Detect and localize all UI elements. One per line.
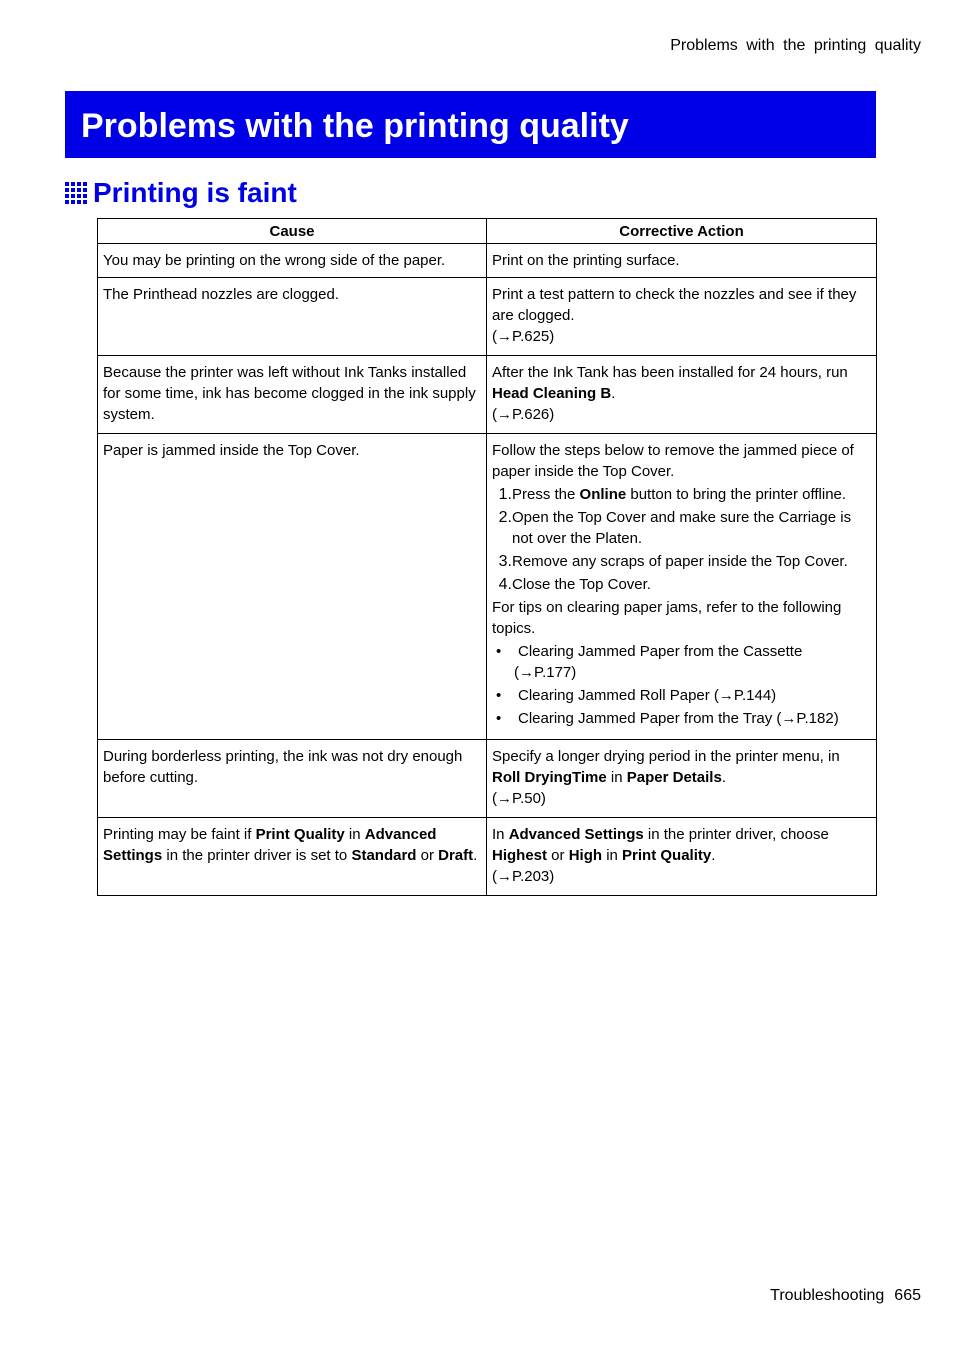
grid-icon bbox=[65, 182, 87, 204]
text-run: button to bring the printer offline. bbox=[626, 486, 847, 503]
cause-text: Paper is jammed inside the Top Cover. bbox=[103, 442, 360, 459]
cause-text: You may be printing on the wrong side of the paper. bbox=[103, 252, 446, 269]
table-row bbox=[98, 278, 877, 356]
action-cell bbox=[487, 434, 877, 740]
action-intro: Follow the steps below to remove the jammed piece of paper inside the Top Cover. bbox=[492, 442, 854, 480]
setting-name: Advanced Settings bbox=[103, 826, 437, 864]
action-cell bbox=[487, 818, 877, 896]
setting-value: Standard bbox=[351, 847, 417, 864]
cause-text: The Printhead nozzles are clogged. bbox=[103, 286, 339, 303]
list-item: 4. Close the Top Cover. bbox=[498, 576, 651, 593]
action-text bbox=[492, 824, 871, 866]
list-item: 1. Press the Online button to bring the printer offline. bbox=[498, 486, 847, 503]
menu-item-name: Roll DryingTime bbox=[492, 769, 607, 786]
table-row bbox=[98, 818, 877, 896]
page-reference: (→P.177) bbox=[514, 664, 577, 681]
section-title: Printing is faint bbox=[93, 177, 297, 208]
section-heading bbox=[65, 176, 297, 210]
setting-value: Highest bbox=[492, 847, 548, 864]
action-text bbox=[492, 746, 871, 788]
action-text bbox=[492, 362, 871, 404]
page-reference: (→P.625) bbox=[492, 328, 555, 345]
text-run: in bbox=[602, 847, 623, 864]
cause-cell bbox=[98, 244, 487, 278]
text-run: . bbox=[473, 847, 478, 864]
page-footer bbox=[770, 1287, 921, 1305]
text-run: Printing may be faint if bbox=[103, 826, 256, 843]
table-row bbox=[98, 356, 877, 434]
list-item: 3. Remove any scraps of paper inside the Top Cover. bbox=[498, 553, 848, 570]
menu-item-name: Paper Details bbox=[626, 769, 722, 786]
menu-item-name: Head Cleaning B bbox=[492, 385, 612, 402]
chapter-banner bbox=[65, 91, 876, 158]
cause-cell bbox=[98, 356, 487, 434]
cause-cell bbox=[98, 278, 487, 356]
page-reference: (→P.626) bbox=[492, 406, 555, 423]
topic-link: Clearing Jammed Roll Paper (→P.144) bbox=[518, 687, 777, 704]
setting-name: Print Quality bbox=[622, 847, 712, 864]
column-header-cause: Cause bbox=[98, 219, 487, 244]
cause-cell bbox=[98, 434, 487, 740]
text-run: Press the bbox=[512, 486, 580, 503]
table-row bbox=[98, 740, 877, 818]
list-item: • Clearing Jammed Paper from the Tray (→P.182) bbox=[492, 708, 871, 729]
action-text: Print on the printing surface. bbox=[492, 252, 680, 269]
setting-value: Draft bbox=[438, 847, 474, 864]
setting-value: High bbox=[568, 847, 603, 864]
text-run: or bbox=[416, 847, 439, 864]
cause-text: During borderless printing, the ink was not dry enough before cutting. bbox=[103, 748, 463, 786]
topic-list bbox=[492, 641, 871, 729]
page-reference: (→P.203) bbox=[492, 868, 555, 885]
chapter-title: Problems with the printing quality bbox=[81, 107, 629, 145]
text-run: in the printer driver is set to bbox=[162, 847, 352, 864]
topic-link: Clearing Jammed Paper from the Cassette bbox=[518, 643, 803, 660]
troubleshooting-table bbox=[97, 218, 877, 896]
column-header-action: Corrective Action bbox=[487, 219, 877, 244]
page-number: 665 bbox=[894, 1287, 921, 1304]
text-run: Specify a longer drying period in the printer menu, in bbox=[492, 748, 840, 765]
text-run: . bbox=[611, 385, 616, 402]
cause-cell bbox=[98, 740, 487, 818]
list-item: • Clearing Jammed Paper from the Cassette (→P.177) bbox=[492, 641, 871, 683]
action-cell bbox=[487, 740, 877, 818]
text-run: . bbox=[721, 769, 726, 786]
list-item: 2. Open the Top Cover and make sure the Carriage is not over the Platen. bbox=[498, 509, 852, 547]
action-cell bbox=[487, 356, 877, 434]
cause-cell bbox=[98, 818, 487, 896]
text-run: in the printer driver, choose bbox=[643, 826, 829, 843]
table-row bbox=[98, 434, 877, 740]
text-run: After the Ink Tank has been installed for 24 hours, run bbox=[492, 364, 848, 381]
cause-text: Because the printer was left without Ink Tanks installed for some time, ink has become clogged in the ink supply system. bbox=[103, 364, 476, 423]
action-cell bbox=[487, 244, 877, 278]
text-run: or bbox=[547, 847, 569, 864]
text-run: In bbox=[492, 826, 509, 843]
setting-name: Advanced Settings bbox=[508, 826, 644, 843]
running-header: Problems with the printing quality bbox=[670, 37, 921, 54]
step-list bbox=[492, 484, 871, 595]
setting-name: Print Quality bbox=[255, 826, 345, 843]
text-run: in bbox=[344, 826, 365, 843]
cause-text bbox=[103, 824, 481, 866]
table-header-row bbox=[98, 219, 877, 244]
table-row bbox=[98, 244, 877, 278]
action-text: Print a test pattern to check the nozzles and see if they are clogged. bbox=[492, 286, 857, 324]
tips-text: For tips on clearing paper jams, refer to the following topics. bbox=[492, 599, 842, 637]
text-run: in bbox=[606, 769, 627, 786]
action-cell bbox=[487, 278, 877, 356]
footer-section: Troubleshooting bbox=[770, 1287, 885, 1304]
page-reference: (→P.50) bbox=[492, 790, 546, 807]
text-run: . bbox=[711, 847, 716, 864]
button-name: Online bbox=[579, 486, 627, 503]
list-item: • Clearing Jammed Roll Paper (→P.144) bbox=[492, 685, 871, 706]
topic-link: Clearing Jammed Paper from the Tray (→P.182) bbox=[518, 710, 839, 727]
